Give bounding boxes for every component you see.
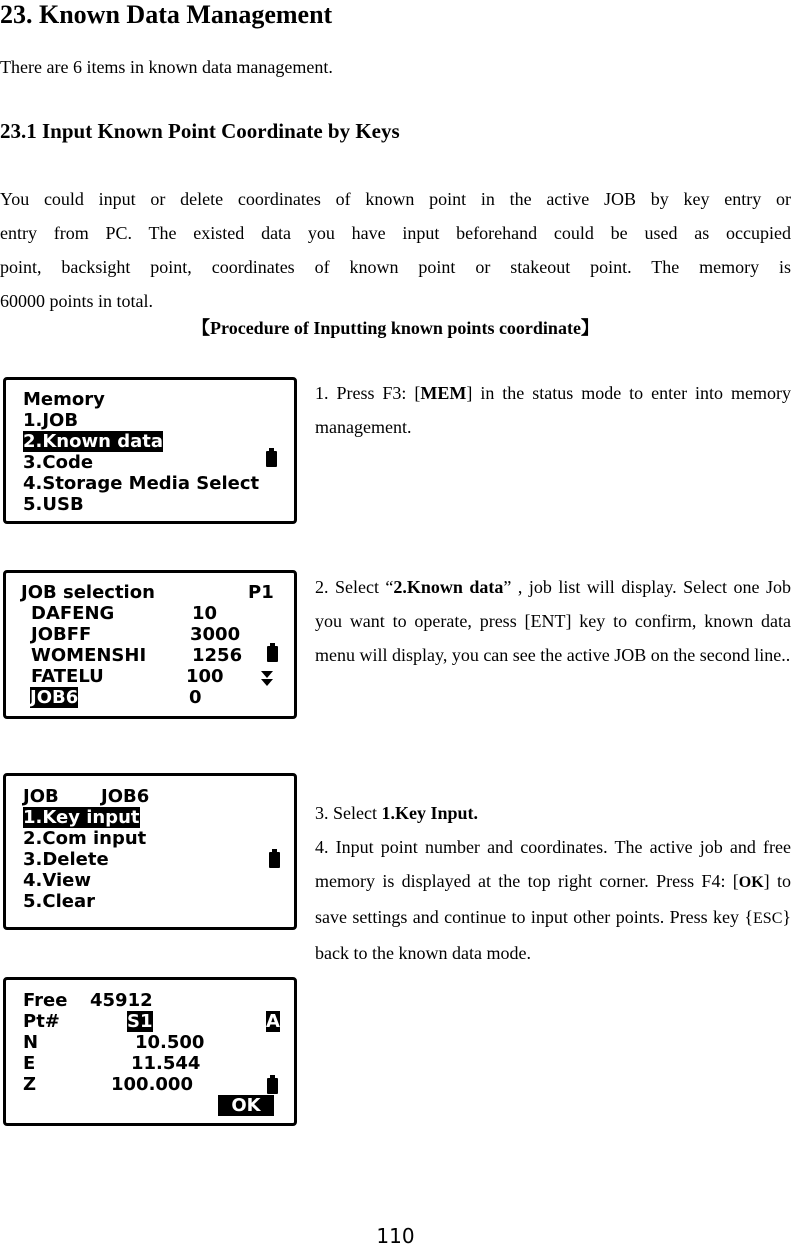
job-label: JOB (23, 786, 59, 807)
page-heading: 23. Known Data Management (0, 0, 333, 29)
screen-title: JOB selection (21, 582, 155, 603)
battery-icon (267, 646, 278, 662)
job-name[interactable]: WOMENSHI (31, 645, 147, 666)
job-name[interactable]: FATELU (31, 666, 104, 687)
job-count: 0 (189, 687, 202, 708)
menu-item-code[interactable]: 3.Code (23, 452, 94, 473)
battery-icon (266, 451, 277, 467)
job-name[interactable]: DAFENG (31, 603, 115, 624)
description-paragraph (0, 182, 791, 318)
paragraph-line: 60000 points in total. (0, 291, 153, 311)
point-input-screen (3, 977, 297, 1126)
menu-item-view[interactable]: 4.View (23, 870, 91, 891)
step-3-text (315, 796, 791, 970)
input-mode-indicator: A (266, 1011, 280, 1032)
free-memory-value: 45912 (90, 990, 153, 1011)
known-data-menu-screen (3, 773, 297, 930)
paragraph-line: You could input or delete coordinates of known point in the active JOB by key entry or (0, 189, 791, 209)
page-indicator: P1 (248, 582, 274, 603)
key-name: ESC (753, 910, 783, 927)
n-label: N (23, 1032, 39, 1053)
key-name: 2.Known data (393, 577, 504, 597)
step-text: ” , job list will display. Select one Job you want to operate, press [ENT] key to confirm, known data menu will display, you can see the active JOB on the second line.. (315, 577, 791, 665)
section-heading: 23.1 Input Known Point Coordinate by Keys (0, 119, 400, 143)
step-1-text (315, 376, 791, 444)
menu-item-key-input[interactable]: 1.Key input (23, 807, 140, 828)
page-number: 110 (376, 1224, 415, 1248)
key-name: 1.Key Input. (381, 803, 479, 823)
procedure-title: 【Procedure of Inputting known points coordinate】 (192, 318, 599, 338)
battery-icon (267, 1078, 278, 1094)
menu-item-job[interactable]: 1.JOB (23, 410, 79, 431)
step-text: 3. Select (315, 803, 382, 823)
battery-icon (269, 852, 280, 868)
menu-item-known-data[interactable]: 2.Known data (23, 431, 163, 452)
job-selection-screen (3, 570, 297, 719)
job-name[interactable]: JOBFF (31, 624, 92, 645)
point-label: Pt# (23, 1011, 60, 1032)
screen-title: Memory (23, 389, 105, 410)
paragraph-line: entry from PC. The existed data you have input beforehand could be used as occupied (0, 223, 791, 243)
step-text: 2. Select “ (315, 577, 394, 597)
step-text: } back to the known data mode. (315, 907, 791, 963)
key-name: OK (738, 874, 764, 891)
step-text: ] in the status mode to enter into memory management. (315, 383, 791, 437)
job-count: 100 (186, 666, 224, 687)
job-count: 3000 (190, 624, 241, 645)
job-count: 10 (192, 603, 218, 624)
menu-item-storage-media[interactable]: 4.Storage Media Select (23, 473, 260, 494)
memory-screen (3, 377, 297, 524)
ok-softkey[interactable]: OK (218, 1095, 274, 1116)
point-input[interactable]: S1 (127, 1011, 153, 1032)
step-text: ] to save settings and continue to input other points. Press key { (315, 871, 791, 927)
paragraph-line: point, backsight point, coordinates of known point or stakeout point. The memory is (0, 257, 791, 277)
job-count: 1256 (192, 645, 243, 666)
z-input[interactable]: 100.000 (111, 1074, 193, 1095)
job-name-selected[interactable]: JOB6 (30, 687, 79, 708)
step-text: 4. Input point number and coordinates. The active job and free memory is displayed at the top right corner. Press F4: [ (315, 837, 791, 891)
menu-item-usb[interactable]: 5.USB (23, 494, 84, 515)
key-name: MEM (420, 383, 467, 403)
intro-text: There are 6 items in known data management. (0, 57, 333, 77)
free-label: Free (23, 990, 68, 1011)
step-2-text (315, 570, 791, 672)
step-text: 1. Press F3: [ (315, 383, 421, 403)
menu-item-com-input[interactable]: 2.Com input (23, 828, 147, 849)
z-label: Z (23, 1074, 37, 1095)
scroll-down-icon[interactable] (260, 670, 274, 688)
menu-item-delete[interactable]: 3.Delete (23, 849, 109, 870)
active-job: JOB6 (101, 786, 150, 807)
e-label: E (23, 1053, 36, 1074)
menu-item-clear[interactable]: 5.Clear (23, 891, 95, 912)
n-input[interactable]: 10.500 (135, 1032, 205, 1053)
e-input[interactable]: 11.544 (131, 1053, 201, 1074)
